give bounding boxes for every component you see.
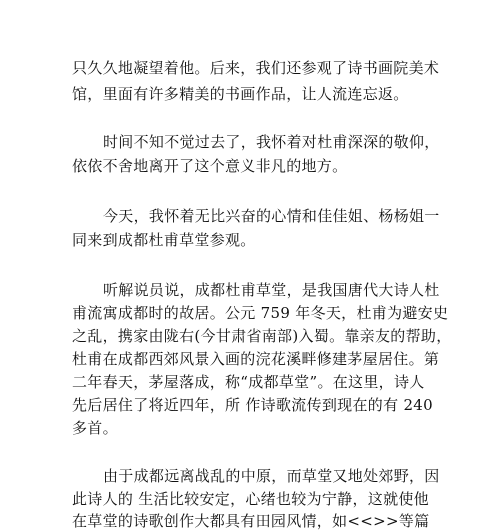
- paragraph-4-line-7: 多首。: [72, 419, 118, 437]
- paragraph-3-line-2: 同来到成都杜甫草堂参观。: [72, 231, 256, 249]
- paragraph-2-line-1: 时间不知不觉过去了，我怀着对杜甫深深的敬仰，: [103, 133, 440, 151]
- paragraph-4-line-5: 二年春天，茅屋落成，称“成都草堂”。在这里，诗人: [72, 373, 425, 391]
- paragraph-4-line-4: 杜甫在成都西郊风景入画的浣花溪畔修建茅屋居住。第: [72, 350, 440, 368]
- paragraph-1-line-1: 只久久地凝望着他。后来，我们还参观了诗书画院美术: [72, 59, 440, 77]
- paragraph-5-line-1: 由于成都远离战乱的中原，而草堂又地处郊野，因: [103, 467, 440, 485]
- paragraph-1-line-2: 馆，里面有许多精美的书画作品，让人流连忘返。: [72, 85, 409, 103]
- paragraph-4-line-1: 听解说员说，成都杜甫草堂，是我国唐代大诗人杜: [103, 281, 440, 299]
- paragraph-4-line-2: 甫流寓成都时的故居。公元 759 年冬天，杜甫为避安史: [72, 304, 449, 322]
- paragraph-4-line-3: 之乱，携家由陇右(今甘肃省南部)入蜀。靠亲友的帮助，: [72, 327, 452, 345]
- paragraph-2-line-2: 依依不舍地离开了这个意义非凡的地方。: [72, 157, 348, 175]
- paragraph-3-line-1: 今天，我怀着无比兴奋的心情和佳佳姐、杨杨姐一: [103, 207, 440, 225]
- paragraph-4-line-6: 先后居住了将近四年，所 作诗歌流传到现在的有 240: [72, 396, 433, 414]
- paragraph-5-line-3: 在草堂的诗歌创作大都具有田园风情，如<<>>等篇: [72, 512, 430, 530]
- paragraph-5-line-2: 此诗人的 生活比较安定，心绪也较为宁静，这就使他: [72, 490, 429, 508]
